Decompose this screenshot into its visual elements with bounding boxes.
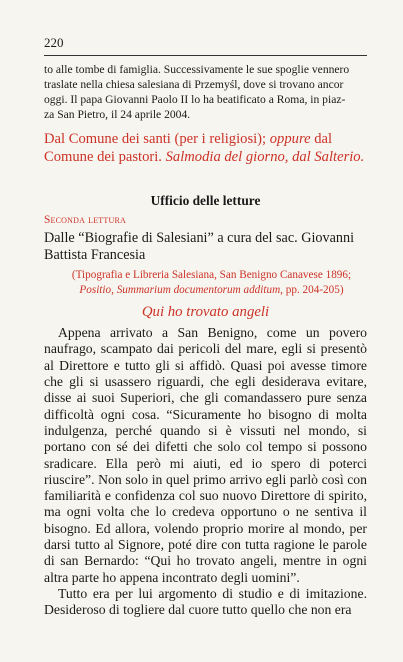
intro-paragraph [44, 62, 367, 122]
intro-line: za San Pietro, il 24 aprile 2004. [44, 108, 191, 121]
reading-source [44, 230, 367, 264]
page-number: 220 [44, 35, 64, 50]
citation-line: (Tipografia e Libreria Salesiana, San Benigno Canavese 1896; [71, 269, 352, 282]
citation-line [56, 283, 367, 298]
citation-italic: Positio, Summarium documentorum additum, [79, 283, 283, 296]
source-line: Dalle “Biografie di Salesiani” a cura del sac. Giovanni [44, 230, 355, 247]
second-reading-label: Seconda lettura [44, 214, 126, 227]
body-paragraph: Tutto era per lui argomento di studio e di imitazione. Desideroso di togliere dal cuore tutto quello che non era [44, 585, 367, 618]
source-line: Battista Francesia [44, 247, 146, 264]
citation-pages: pp. 204-205) [282, 283, 344, 296]
reading-title: Qui ho trovato angeli [141, 304, 270, 321]
intro-line: to alle tombe di famiglia. Successivamente le sue spoglie vennero [44, 63, 350, 76]
page-header [44, 35, 367, 56]
citation [44, 268, 367, 297]
rubric-text: dal Comune dei pastori. [44, 131, 333, 165]
rubric-oppure: oppure [269, 131, 311, 147]
rubric-salmodia: Salmodia del giorno, dal Salterio. [165, 148, 365, 165]
intro-line: traslate nella chiesa salesiana di Przemyśl, dove si trovano ancor [44, 78, 344, 91]
reading-body [44, 325, 367, 618]
body-paragraph: Appena arrivato a San Benigno, come un povero naufrago, scampato dai pericoli del mare, egli si presentò al Direttore e tutto gli si affidò. Quasi poi avesse timore che gli si usassero riguardi, che egli desiderava evitare, disse ai suoi Superiori, che gli comandassero pure senza difficoltà ogni cosa. “Sicuramente ho bisogno di molta indulgenza, perché quando si è vissuti nel mondo, si portano con sé dei difetti che solo col tempo si possono sradicare. Ella però mi aiuti, ed io spero di poterci riuscire”. Non solo in quel primo arrivo egli parlò così con familiarità e confidenza col suo nuovo Direttore di spirito, ma ogni volta che lo credeva opportuno o ne sentiva il bisogno. Ed allora, volendo proprio morire al mondo, per darsi tutto al Signore, poté dire con tutta ragione le parole di san Bernardo: “Qui ho trovato angeli, mentre in ogni altra parte ho appena incontrato degli uomini”. [44, 325, 367, 585]
rubric-text: Dal Comune dei santi (per i religiosi); [44, 131, 270, 147]
intro-line: oggi. Il papa Giovanni Paolo II lo ha beatificato a Roma, in piaz- [44, 93, 346, 106]
office-title: Ufficio delle letture [150, 193, 261, 209]
page-content [44, 62, 367, 619]
rubric [44, 131, 367, 166]
